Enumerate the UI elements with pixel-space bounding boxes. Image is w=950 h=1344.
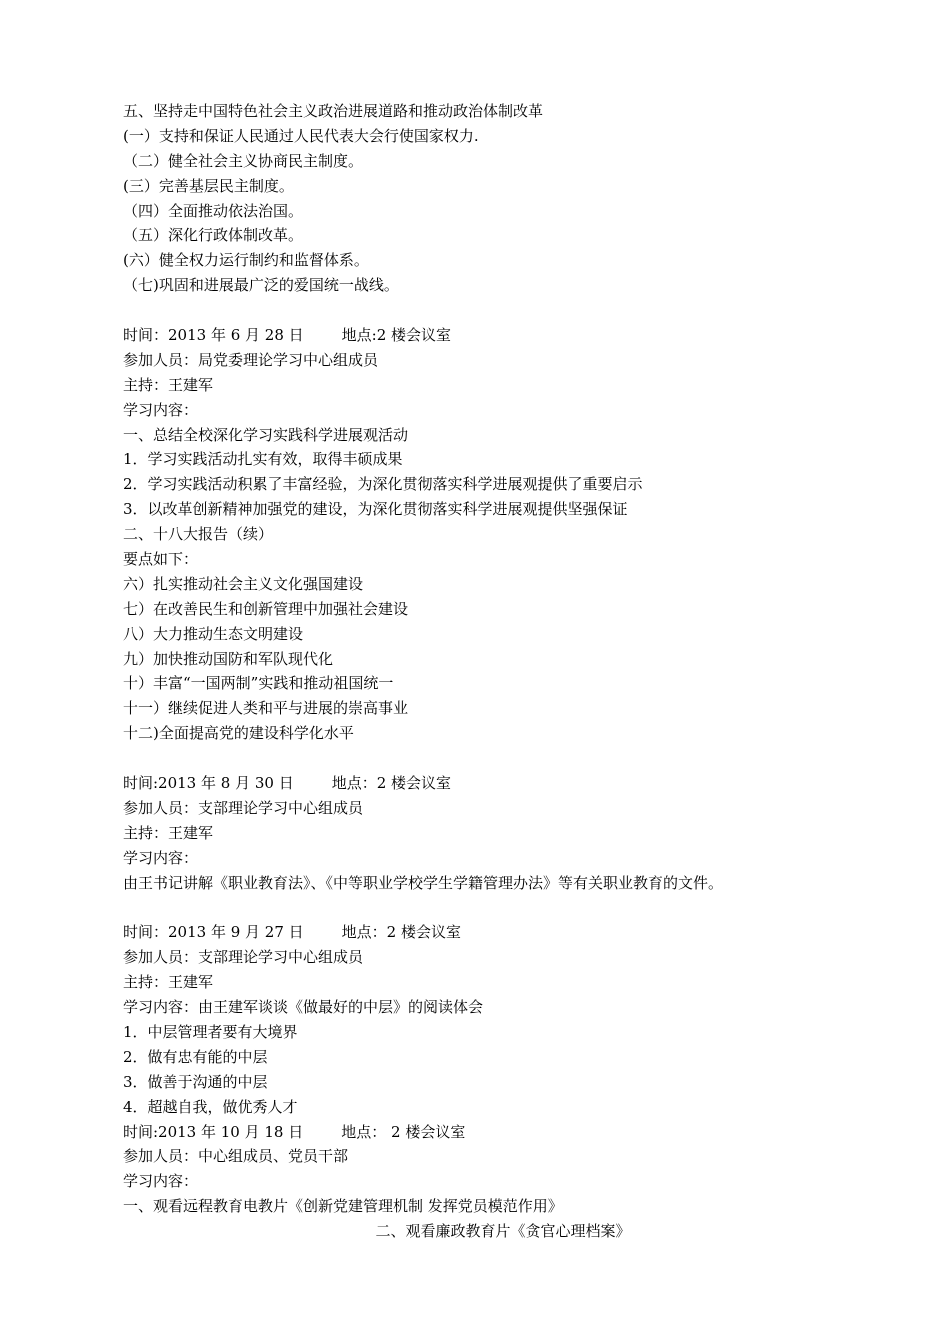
- meeting3-host: 主持：王建军: [123, 973, 214, 992]
- meeting3-content-line: 3．做善于沟通的中层: [123, 1072, 268, 1091]
- meeting1-place: 地点:2 楼会议室: [341, 326, 452, 345]
- meeting2-time: 时间:2013 年 8 月 30 日: [123, 774, 294, 793]
- meeting1-content-line: 六）扎实推动社会主义文化强国建设: [123, 574, 364, 593]
- blank-line: [123, 298, 843, 323]
- meeting3-time-place: [123, 920, 843, 945]
- blank-line: [123, 896, 843, 921]
- section5-item: (三）完善基层民主制度。: [123, 176, 294, 195]
- meeting1-content-line: 3．以改革创新精神加强党的建设，为深化贯彻落实科学进展观提供坚强保证: [123, 500, 628, 519]
- meeting4-time: 时间:2013 年 10 月 18 日: [123, 1122, 304, 1141]
- meeting1-content-line: 2．学习实践活动积累了丰富经验，为深化贯彻落实科学进展观提供了重要启示: [123, 475, 643, 494]
- meeting3-content-label: 学习内容：由王建军谈谈《做最好的中层》的阅读体会: [123, 998, 484, 1017]
- meeting2-time-place: [123, 771, 843, 796]
- meeting1-content-line: 一、总结全校深化学习实践科学进展观活动: [123, 425, 409, 444]
- meeting1-content-line: 二、十八大报告（续）: [123, 525, 274, 544]
- section5-heading: 五、坚持走中国特色社会主义政治进展道路和推动政治体制改革: [123, 102, 544, 120]
- section5-item: （四）全面推动依法治国。: [123, 201, 304, 220]
- meeting1-content-line: 十一）继续促进人类和平与进展的崇高事业: [123, 699, 409, 718]
- section5-item: (六）健全权力运行制约和监督体系。: [123, 251, 369, 270]
- meeting2-content-label: 学习内容：: [123, 848, 199, 867]
- meeting3-content-line: 2．做有忠有能的中层: [123, 1047, 268, 1066]
- document-page: [123, 99, 843, 1244]
- meeting1-content-line: 七）在改善民生和创新管理中加强社会建设: [123, 599, 409, 618]
- section5-item: （七)巩固和进展最广泛的爱国统一战线。: [123, 276, 399, 295]
- meeting4-place: 地点： 2 楼会议室: [341, 1122, 466, 1141]
- meeting1-content-line: 要点如下：: [123, 550, 199, 569]
- meeting3-participants: 参加人员：支部理论学习中心组成员: [123, 948, 364, 967]
- section5-item: (一）支持和保证人民通过人民代表大会行使国家权力.: [123, 126, 479, 145]
- meeting1-time: 时间：2013 年 6 月 28 日: [123, 326, 304, 345]
- meeting2-host: 主持：王建军: [123, 823, 214, 842]
- meeting1-participants: 参加人员：局党委理论学习中心组成员: [123, 350, 379, 369]
- meeting2-content-line: 由王书记讲解《职业教育法》、《中等职业学校学生学籍管理办法》等有关职业教育的文件。: [123, 873, 724, 892]
- meeting4-participants: 参加人员：中心组成员、党员干部: [123, 1147, 349, 1166]
- blank-line: [123, 746, 843, 771]
- meeting4-content-line: 一、观看远程教育电教片《创新党建管理机制 发挥党员模范作用》: [123, 1197, 563, 1216]
- meeting1-content-line: 十二)全面提高党的建设科学化水平: [123, 724, 354, 743]
- meeting3-place: 地点：2 楼会议室: [341, 923, 461, 942]
- meeting1-content-line: 1．学习实践活动扎实有效，取得丰硕成果: [123, 450, 403, 469]
- meeting3-content-line: 1．中层管理者要有大境界: [123, 1022, 298, 1041]
- meeting1-content-line: 九）加快推动国防和军队现代化: [123, 649, 334, 668]
- section5-item: （五）深化行政体制改革。: [123, 226, 304, 245]
- meeting1-host: 主持：王建军: [123, 375, 214, 394]
- meeting3-content-line: 4．超越自我，做优秀人才: [123, 1097, 298, 1116]
- meeting1-time-place: [123, 323, 843, 348]
- meeting2-participants: 参加人员：支部理论学习中心组成员: [123, 798, 364, 817]
- meeting1-content-line: 十）丰富“一国两制”实践和推动祖国统一: [123, 674, 394, 693]
- meeting4-time-place: [123, 1120, 843, 1145]
- meeting3-time: 时间：2013 年 9 月 27 日: [123, 923, 304, 942]
- meeting4-content-label: 学习内容：: [123, 1172, 199, 1191]
- meeting4-content-line-centered: 二、观看廉政教育片《贪官心理档案》: [375, 1222, 631, 1241]
- section5-item: （二）健全社会主义协商民主制度。: [123, 151, 364, 170]
- meeting1-content-line: 八）大力推动生态文明建设: [123, 624, 304, 643]
- meeting1-content-label: 学习内容：: [123, 400, 199, 419]
- meeting2-place: 地点：2 楼会议室: [331, 774, 452, 793]
